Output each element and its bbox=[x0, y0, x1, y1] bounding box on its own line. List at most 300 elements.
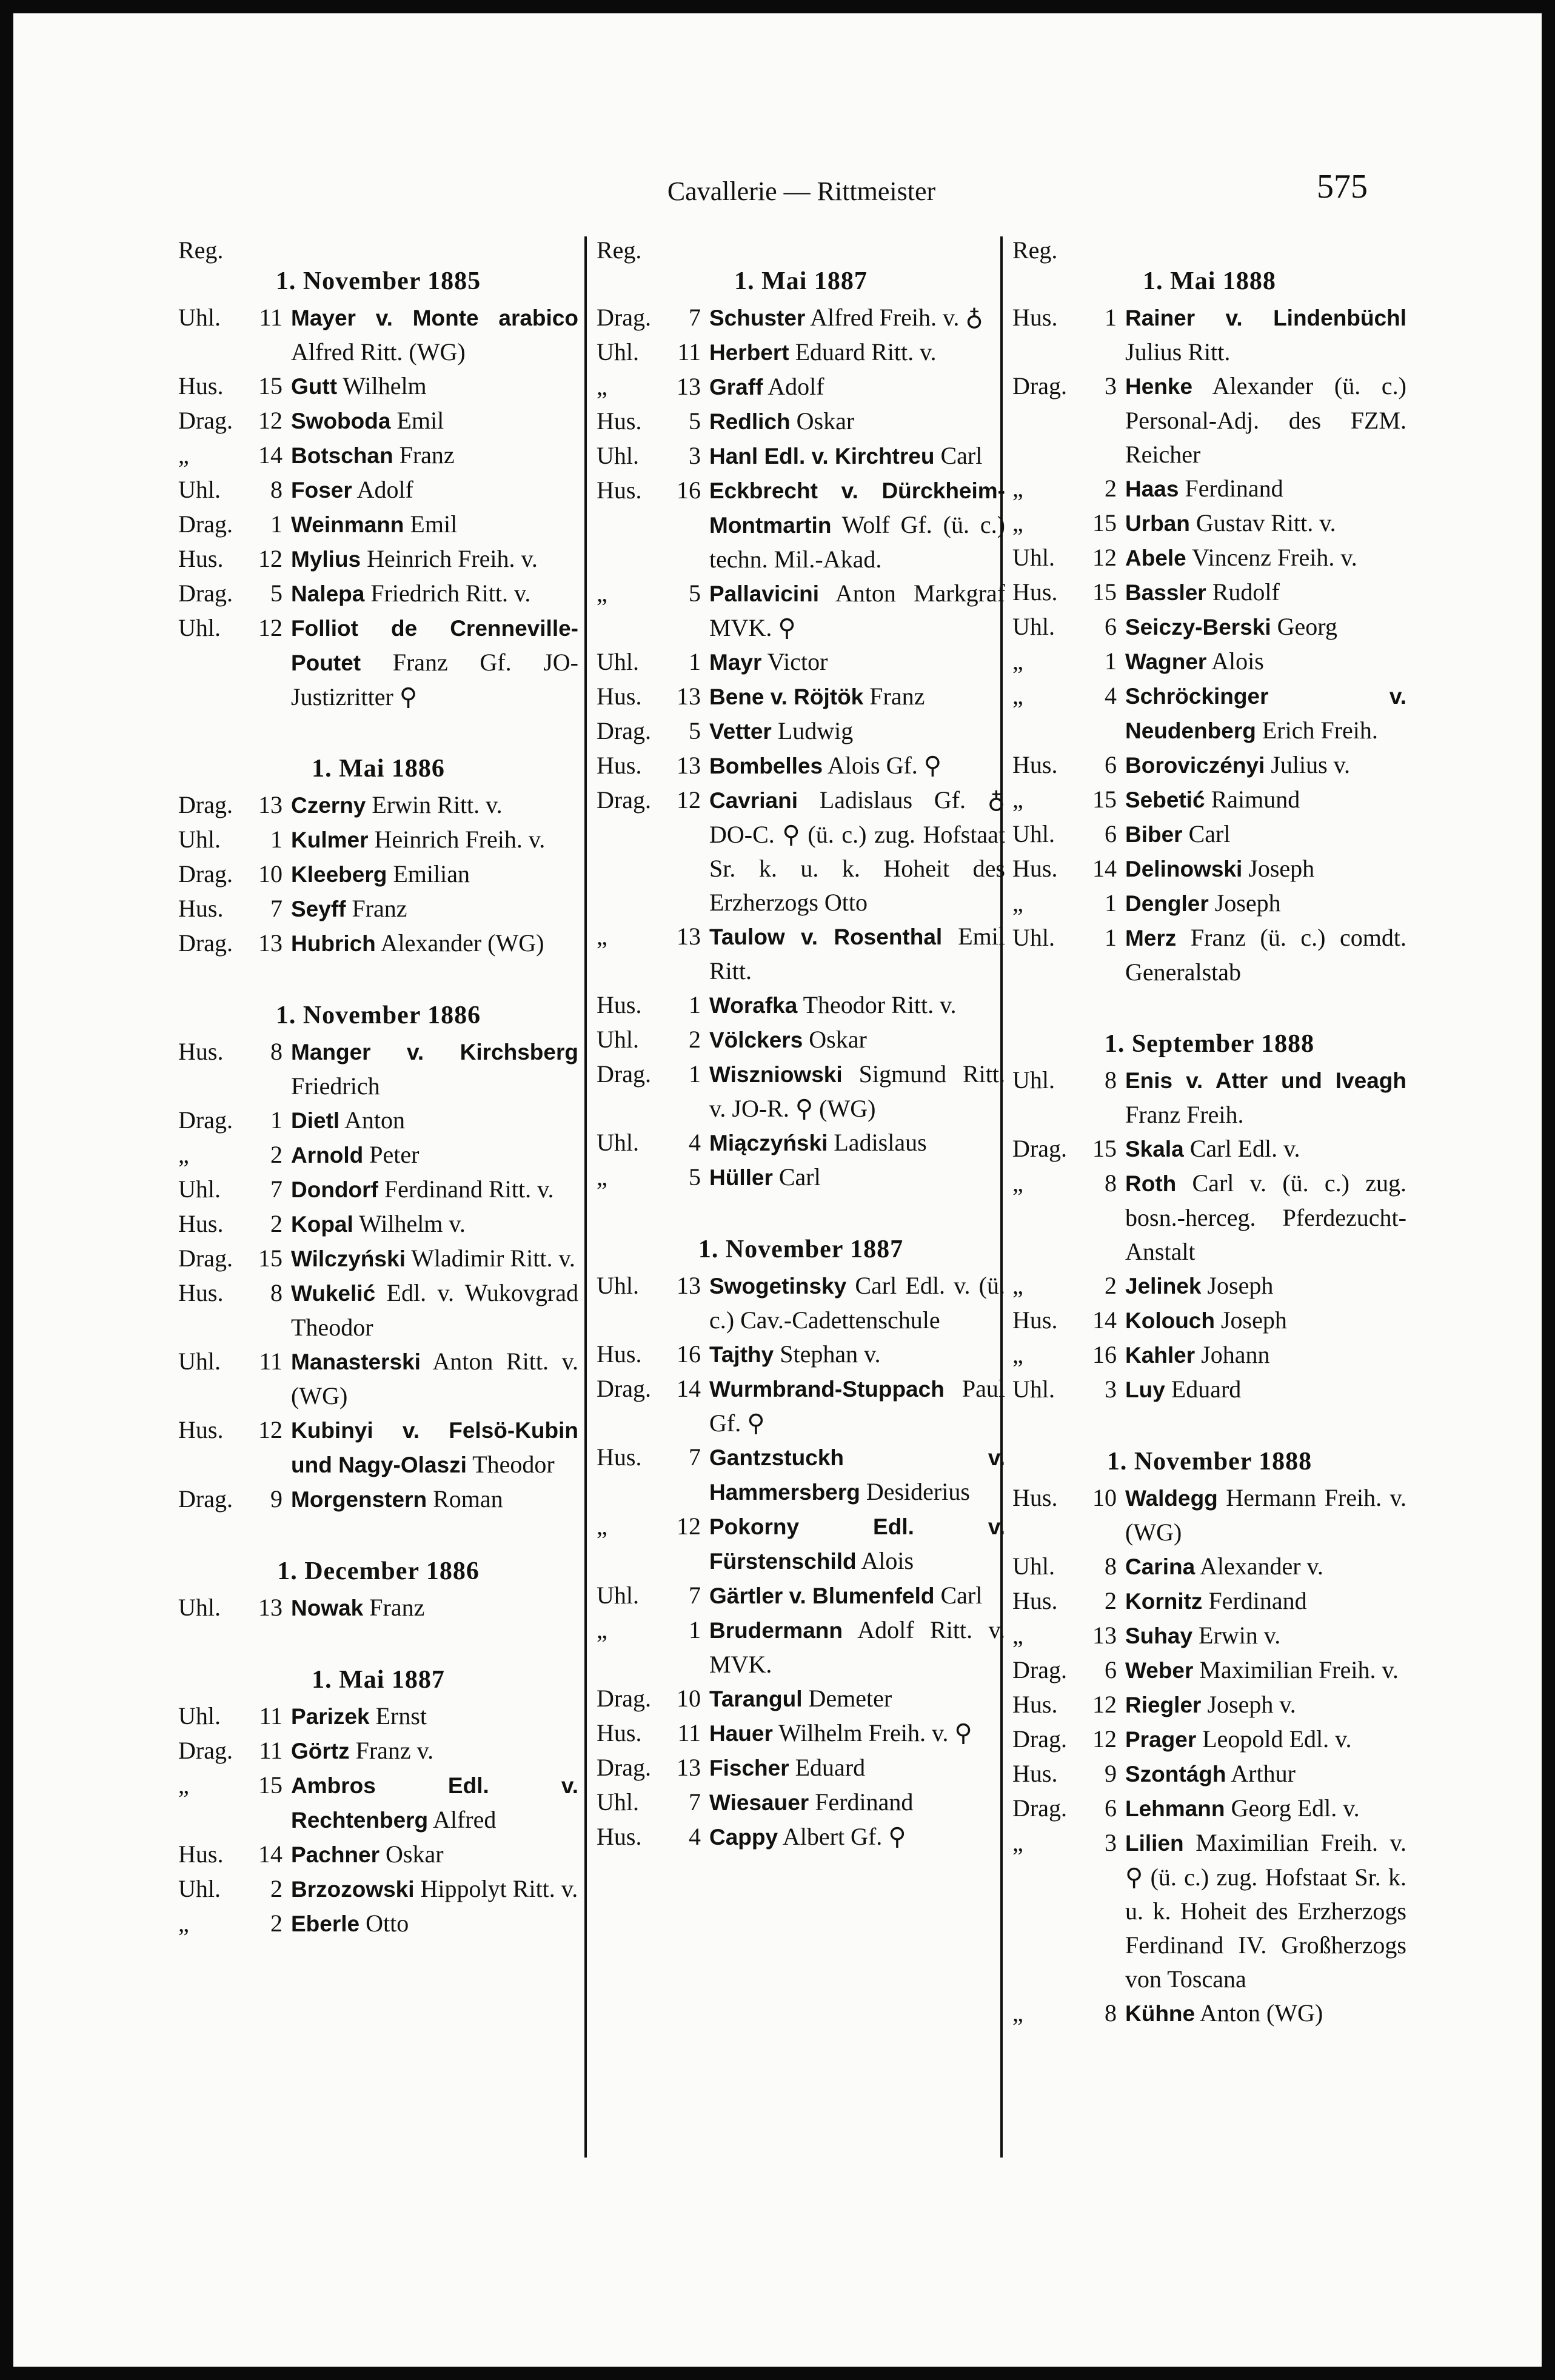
officer-surname: Kulmer bbox=[291, 827, 369, 852]
officer-entry bbox=[597, 1023, 1005, 1057]
regiment-number: 2 bbox=[1105, 1587, 1117, 1614]
officer-entry bbox=[597, 1440, 1005, 1509]
section-date-heading: 1. Mai 1886 bbox=[312, 755, 445, 783]
regiment-number: 13 bbox=[258, 791, 283, 818]
officer-name bbox=[1125, 1063, 1406, 1132]
officer-details: Eduard Ritt. v. bbox=[789, 338, 937, 366]
officer-details: Maximilian Freih. v. ⚲ (ü. c.) zug. Hofstaat Sr. k. u. k. Hoheit des Erzherzogs Ferdinand IV. Großherzogs von Toscana bbox=[1125, 1829, 1406, 1993]
officer-surname: Pallavicini bbox=[709, 581, 819, 606]
regiment-type: Hus. bbox=[178, 1840, 224, 1868]
officer-entry bbox=[597, 1613, 1005, 1682]
officer-name bbox=[1125, 541, 1406, 575]
regiment-type: „ bbox=[1012, 1999, 1023, 2027]
officer-details: Carl v. (ü. c.) zug. bosn.-herceg. Pferdezucht-Anstalt bbox=[1125, 1169, 1406, 1265]
regiment-type: Drag. bbox=[597, 304, 651, 331]
officer-name bbox=[291, 542, 578, 577]
regiment-number: 3 bbox=[1105, 1376, 1117, 1403]
regiment-type: Drag. bbox=[178, 407, 233, 434]
regiment-number: 14 bbox=[1092, 855, 1117, 882]
regiment-type: Uhl. bbox=[178, 1875, 221, 1902]
officer-entry bbox=[1012, 369, 1406, 472]
officer-entry bbox=[178, 1172, 578, 1207]
officer-surname: Luy bbox=[1125, 1377, 1165, 1402]
regiment-number: 13 bbox=[677, 683, 701, 710]
regiment-number: 3 bbox=[1105, 1829, 1117, 1856]
officer-name bbox=[709, 301, 1005, 335]
regiment-number: 7 bbox=[270, 1175, 283, 1203]
regiment-number: 6 bbox=[1105, 820, 1117, 847]
regiment-number: 12 bbox=[677, 786, 701, 814]
officer-name bbox=[1125, 1269, 1406, 1303]
officer-surname: Prager bbox=[1125, 1727, 1197, 1752]
officer-entry bbox=[1012, 1619, 1406, 1653]
officer-surname: Seyff bbox=[291, 897, 346, 921]
officer-details: Wilhelm bbox=[337, 372, 427, 399]
officer-entry bbox=[178, 404, 578, 438]
regiment-type: „ bbox=[1012, 1272, 1023, 1299]
officer-name bbox=[709, 1509, 1005, 1579]
officer-entry bbox=[597, 680, 1005, 714]
officer-details: Oskar bbox=[380, 1840, 444, 1868]
regiment-number: 12 bbox=[258, 614, 283, 641]
regiment-type: Drag. bbox=[1012, 1725, 1067, 1753]
officer-name bbox=[1125, 1826, 1406, 1996]
regiment-type: Uhl. bbox=[1012, 544, 1055, 571]
regiment-type: „ bbox=[1012, 889, 1023, 917]
officer-surname: Arnold bbox=[291, 1143, 364, 1168]
officer-name bbox=[291, 1734, 578, 1768]
officer-surname: Cavriani bbox=[709, 788, 798, 813]
reg-label: Reg. bbox=[597, 236, 642, 264]
regiment-type: Drag. bbox=[1012, 372, 1067, 399]
officer-surname: Nowak bbox=[291, 1596, 364, 1620]
regiment-type: Drag. bbox=[178, 791, 233, 818]
officer-details: Adolf bbox=[763, 373, 824, 400]
officer-surname: Kahler bbox=[1125, 1343, 1196, 1368]
officer-details: Alfred Freih. v. ♁ bbox=[805, 304, 983, 331]
regiment-type: Hus. bbox=[597, 1340, 642, 1368]
officer-entry bbox=[597, 439, 1005, 473]
officer-entry bbox=[597, 1820, 1005, 1854]
regiment-number: 5 bbox=[689, 717, 701, 744]
regiment-type: Drag. bbox=[178, 1106, 233, 1134]
officer-entry bbox=[178, 1837, 578, 1872]
officer-details: Erwin Ritt. v. bbox=[366, 791, 503, 818]
officer-details: Carl Edl. v. bbox=[1183, 1135, 1300, 1162]
regiment-type: Drag. bbox=[178, 1737, 233, 1764]
officer-name bbox=[709, 439, 1005, 473]
regiment-number: 6 bbox=[1105, 1794, 1117, 1822]
regiment-number: 7 bbox=[689, 304, 701, 331]
officer-details: Hippolyt Ritt. v. bbox=[414, 1875, 578, 1902]
officer-entry bbox=[1012, 1303, 1406, 1338]
officer-details: Franz bbox=[393, 441, 455, 469]
regiment-type: Uhl. bbox=[597, 1272, 639, 1299]
officer-name bbox=[709, 1126, 1005, 1160]
regiment-type: Hus. bbox=[1012, 1760, 1058, 1787]
officer-entry bbox=[1012, 610, 1406, 644]
officer-entry bbox=[178, 1768, 578, 1837]
regiment-number: 15 bbox=[258, 372, 283, 399]
officer-details: Carl bbox=[772, 1163, 821, 1191]
officer-entry bbox=[1012, 1688, 1406, 1722]
officer-details: Franz bbox=[363, 1594, 425, 1621]
officer-name bbox=[291, 857, 578, 892]
officer-name bbox=[1125, 1338, 1406, 1372]
officer-entry bbox=[178, 1699, 578, 1734]
regiment-number: 13 bbox=[677, 1272, 701, 1299]
officer-entry bbox=[597, 1269, 1005, 1337]
regiment-type: Hus. bbox=[597, 1443, 642, 1471]
regiment-type: Hus. bbox=[1012, 1306, 1058, 1334]
officer-surname: Czerny bbox=[291, 793, 366, 818]
officer-entry bbox=[1012, 783, 1406, 817]
officer-entry bbox=[178, 823, 578, 857]
officer-name bbox=[709, 1613, 1005, 1682]
page-number: 575 bbox=[1317, 168, 1368, 206]
officer-surname: Völckers bbox=[709, 1028, 803, 1052]
regiment-number: 1 bbox=[1105, 304, 1117, 331]
regiment-number: 6 bbox=[1105, 1656, 1117, 1683]
regiment-type: „ bbox=[178, 1771, 189, 1799]
officer-name bbox=[1125, 852, 1406, 886]
regiment-type: „ bbox=[1012, 1829, 1023, 1856]
regiment-type: Drag. bbox=[597, 717, 651, 744]
officer-details: Ferdinand bbox=[1202, 1587, 1307, 1614]
officer-surname: Carina bbox=[1125, 1554, 1196, 1579]
officer-entry bbox=[1012, 472, 1406, 506]
officer-surname: Mayr bbox=[709, 650, 762, 675]
section-date-heading: 1. December 1886 bbox=[277, 1557, 480, 1585]
regiment-type: Drag. bbox=[597, 1375, 651, 1402]
officer-details: Stephan v. bbox=[774, 1340, 881, 1368]
regiment-type: Uhl. bbox=[178, 1348, 221, 1375]
regiment-number: 8 bbox=[1105, 1553, 1117, 1580]
officer-surname: Rainer v. Lindenbüchl bbox=[1125, 306, 1406, 330]
officer-name bbox=[709, 645, 1005, 680]
officer-name bbox=[709, 1785, 1005, 1820]
officer-details: Franz Gf. JO-Justizritter ⚲ bbox=[291, 649, 578, 710]
regiment-number: 5 bbox=[689, 407, 701, 435]
officer-surname: Bombelles bbox=[709, 754, 823, 778]
regiment-number: 16 bbox=[677, 1340, 701, 1368]
regiment-type: Uhl. bbox=[1012, 924, 1055, 951]
section-gap bbox=[178, 720, 578, 752]
regiment-number: 8 bbox=[270, 1038, 283, 1065]
officer-entry bbox=[178, 1872, 578, 1907]
regiment-type: „ bbox=[597, 580, 607, 607]
section-date-heading: 1. Mai 1887 bbox=[734, 267, 868, 295]
officer-details: Franz (ü. c.) comdt. Generalstab bbox=[1125, 924, 1406, 986]
officer-name bbox=[1125, 748, 1406, 783]
regiment-type: Uhl. bbox=[597, 1026, 639, 1053]
officer-name bbox=[291, 438, 578, 473]
officer-entry bbox=[178, 1734, 578, 1768]
officer-name bbox=[1125, 1372, 1406, 1407]
officer-surname: Bassler bbox=[1125, 580, 1206, 605]
section-gap bbox=[597, 1201, 1005, 1232]
officer-entry bbox=[178, 1413, 578, 1482]
officer-details: Erwin v. bbox=[1192, 1622, 1281, 1649]
regiment-type: „ bbox=[597, 1513, 607, 1540]
officer-surname: Roth bbox=[1125, 1171, 1177, 1196]
officer-surname: Sebetić bbox=[1125, 787, 1205, 812]
officer-entry bbox=[178, 1242, 578, 1276]
officer-entry bbox=[178, 1482, 578, 1517]
officer-entry bbox=[597, 920, 1005, 988]
officer-entry bbox=[597, 783, 1005, 920]
regiment-type: Hus. bbox=[1012, 751, 1058, 778]
officer-entry bbox=[1012, 1132, 1406, 1166]
officer-details: Rudolf bbox=[1206, 578, 1280, 606]
promotion-section bbox=[1012, 1445, 1406, 2031]
regiment-type: „ bbox=[597, 1163, 607, 1191]
officer-entry bbox=[1012, 817, 1406, 852]
officer-name bbox=[291, 926, 578, 961]
officer-name bbox=[291, 473, 578, 507]
officer-name bbox=[291, 823, 578, 857]
officer-surname: Eberle bbox=[291, 1911, 360, 1936]
officer-name bbox=[1125, 1757, 1406, 1791]
officer-entry bbox=[597, 749, 1005, 783]
section-date-heading: 1. November 1887 bbox=[698, 1235, 904, 1263]
regiment-number: 11 bbox=[259, 1737, 283, 1764]
regiment-number: 5 bbox=[689, 580, 701, 607]
regiment-number: 2 bbox=[689, 1026, 701, 1053]
officer-entry bbox=[597, 1509, 1005, 1579]
regiment-number: 5 bbox=[270, 580, 283, 607]
regiment-type: „ bbox=[1012, 1341, 1023, 1368]
promotion-section bbox=[178, 1663, 578, 1941]
regiment-number: 12 bbox=[677, 1513, 701, 1540]
regiment-type: Hus. bbox=[597, 407, 642, 435]
reg-label: Reg. bbox=[178, 236, 224, 264]
regiment-number: 1 bbox=[689, 991, 701, 1018]
officer-name bbox=[291, 1907, 578, 1941]
regiment-number: 9 bbox=[1105, 1760, 1117, 1787]
regiment-type: Hus. bbox=[1012, 855, 1058, 882]
regiment-number: 5 bbox=[689, 1163, 701, 1191]
regiment-type: Uhl. bbox=[178, 614, 221, 641]
officer-name bbox=[291, 1872, 578, 1907]
officer-name bbox=[1125, 1549, 1406, 1584]
officer-details: Raimund bbox=[1205, 786, 1300, 813]
regiment-number: 3 bbox=[689, 442, 701, 469]
officer-entry bbox=[597, 404, 1005, 439]
officer-details: Edl. v. Wukovgrad Theodor bbox=[291, 1279, 578, 1341]
officer-name bbox=[291, 1035, 578, 1103]
regiment-number: 12 bbox=[1092, 544, 1117, 571]
officer-details: Eduard bbox=[1165, 1376, 1242, 1403]
regiment-number: 8 bbox=[270, 1279, 283, 1306]
regiment-type: Hus. bbox=[597, 1719, 642, 1747]
regiment-number: 12 bbox=[258, 545, 283, 572]
regiment-number: 11 bbox=[259, 1702, 283, 1730]
officer-details: Friedrich Ritt. v. bbox=[364, 580, 531, 607]
regiment-number: 4 bbox=[689, 1129, 701, 1156]
regiment-type: Drag. bbox=[178, 929, 233, 957]
officer-surname: Urban bbox=[1125, 511, 1190, 536]
officer-entry bbox=[178, 1138, 578, 1172]
officer-details: Georg Edl. v. bbox=[1225, 1794, 1360, 1822]
officer-surname: Worafka bbox=[709, 993, 798, 1018]
officer-name bbox=[291, 577, 578, 611]
officer-surname: Wiszniowski bbox=[709, 1062, 843, 1087]
officer-surname: Szontágh bbox=[1125, 1762, 1226, 1787]
regiment-number: 8 bbox=[1105, 1999, 1117, 2027]
officer-details: Carl bbox=[934, 1582, 983, 1609]
regiment-type: Uhl. bbox=[597, 648, 639, 675]
officer-entry bbox=[1012, 852, 1406, 886]
officer-entry bbox=[1012, 886, 1406, 921]
officer-details: Theodor bbox=[466, 1451, 555, 1478]
column-1 bbox=[178, 236, 578, 2158]
regiment-number: 2 bbox=[1105, 475, 1117, 502]
officer-name bbox=[1125, 1584, 1406, 1619]
officer-name bbox=[291, 1207, 578, 1242]
officer-surname: Foser bbox=[291, 478, 352, 503]
officer-entry bbox=[597, 577, 1005, 645]
regiment-type: Uhl. bbox=[597, 1129, 639, 1156]
officer-name bbox=[1125, 817, 1406, 852]
officer-details: Emil Ritt. bbox=[709, 923, 1005, 984]
regiment-type: Uhl. bbox=[597, 1582, 639, 1609]
officer-entry bbox=[178, 788, 578, 823]
regiment-number: 11 bbox=[259, 1348, 283, 1375]
officer-name bbox=[709, 473, 1005, 577]
running-head: Cavallerie — Rittmeister bbox=[667, 176, 936, 206]
officer-surname: Morgenstern bbox=[291, 1487, 427, 1512]
officer-surname: Riegler bbox=[1125, 1693, 1202, 1717]
officer-entry bbox=[1012, 1166, 1406, 1269]
officer-details: Demeter bbox=[802, 1685, 892, 1712]
regiment-number: 2 bbox=[270, 1141, 283, 1168]
officer-name bbox=[709, 1057, 1005, 1126]
regiment-type: Uhl. bbox=[178, 1594, 221, 1621]
officer-name bbox=[709, 1269, 1005, 1337]
officer-surname: Kopal bbox=[291, 1212, 353, 1237]
officer-details: Emil bbox=[404, 510, 458, 538]
regiment-number: 4 bbox=[689, 1823, 701, 1850]
officer-details: Sigmund Ritt. v. JO-R. ⚲ (WG) bbox=[709, 1060, 1005, 1122]
officer-name bbox=[1125, 1996, 1406, 2031]
officer-entry bbox=[1012, 679, 1406, 748]
officer-details: Roman bbox=[427, 1485, 503, 1513]
regiment-number: 1 bbox=[1105, 647, 1117, 675]
regiment-type: „ bbox=[178, 1141, 189, 1168]
section-date-heading: 1. November 1885 bbox=[275, 267, 481, 295]
officer-surname: Kubinyi v. Felsö-Kubin und Nagy-Olaszi bbox=[291, 1418, 578, 1477]
officer-name bbox=[291, 404, 578, 438]
regiment-number: 11 bbox=[677, 338, 701, 366]
officer-details: Heinrich Freih. v. bbox=[368, 826, 546, 853]
officer-entry bbox=[178, 577, 578, 611]
officer-details: Anton Ritt. v. (WG) bbox=[291, 1348, 578, 1409]
officer-details: Ludwig bbox=[771, 717, 854, 744]
regiment-type: Drag. bbox=[597, 1060, 651, 1088]
regiment-type: Drag. bbox=[1012, 1794, 1067, 1822]
regiment-type: „ bbox=[1012, 1169, 1023, 1197]
officer-name bbox=[1125, 644, 1406, 679]
regiment-type: Uhl. bbox=[1012, 1553, 1055, 1580]
officer-entry bbox=[597, 714, 1005, 749]
officer-details: Alexander (WG) bbox=[375, 929, 544, 957]
section-date-heading: 1. November 1888 bbox=[1106, 1448, 1313, 1476]
officer-surname: Wukelić bbox=[291, 1281, 376, 1306]
regiment-type: Hus. bbox=[597, 683, 642, 710]
officer-details: Wladimir Ritt. v. bbox=[405, 1245, 575, 1272]
officer-details: Adolf Ritt. v. MVK. bbox=[709, 1616, 1005, 1678]
regiment-number: 6 bbox=[1105, 613, 1117, 640]
officer-entry bbox=[1012, 301, 1406, 369]
regiment-number: 1 bbox=[270, 1106, 283, 1134]
officer-entry bbox=[178, 857, 578, 892]
officer-details: Julius v. bbox=[1265, 751, 1351, 778]
officer-details: Joseph v. bbox=[1201, 1691, 1296, 1718]
regiment-number: 13 bbox=[677, 1754, 701, 1781]
officer-surname: Schuster bbox=[709, 306, 806, 330]
officer-name bbox=[1125, 575, 1406, 610]
regiment-number: 6 bbox=[1105, 751, 1117, 778]
officer-entry bbox=[1012, 1722, 1406, 1757]
officer-details: Desiderius bbox=[860, 1478, 970, 1505]
officer-surname: Gutt bbox=[291, 374, 338, 399]
regiment-number: 1 bbox=[689, 1616, 701, 1643]
officer-entry bbox=[597, 1682, 1005, 1716]
regiment-type: Drag. bbox=[597, 1754, 651, 1781]
regiment-type: Hus. bbox=[178, 545, 224, 572]
officer-entry bbox=[1012, 748, 1406, 783]
section-gap bbox=[1012, 995, 1406, 1027]
officer-surname: Tarangul bbox=[709, 1686, 803, 1711]
officer-details: Wolf Gf. (ü. c.) techn. Mil.-Akad. bbox=[709, 511, 1005, 573]
officer-details: Paul Gf. ⚲ bbox=[709, 1375, 1005, 1437]
officer-details: Anton Markgraf MVK. ⚲ bbox=[709, 580, 1005, 641]
officer-details: Ernst bbox=[369, 1702, 427, 1730]
officer-surname: Redlich bbox=[709, 409, 791, 434]
regiment-type: „ bbox=[1012, 1622, 1023, 1649]
officer-name bbox=[291, 611, 578, 714]
officer-name bbox=[1125, 1132, 1406, 1166]
promotion-section bbox=[178, 1554, 578, 1625]
regiment-type: Uhl. bbox=[597, 442, 639, 469]
officer-name bbox=[709, 1751, 1005, 1785]
regiment-number: 8 bbox=[270, 476, 283, 503]
officer-surname: Herbert bbox=[709, 340, 789, 365]
regiment-number: 2 bbox=[1105, 1272, 1117, 1299]
officer-surname: Kornitz bbox=[1125, 1589, 1203, 1614]
officer-surname: Brudermann bbox=[709, 1618, 843, 1643]
officer-details: Alexander (ü. c.) Personal-Adj. des FZM. Reicher bbox=[1125, 372, 1406, 468]
officer-details: Leopold Edl. v. bbox=[1196, 1725, 1352, 1753]
regiment-type: Hus. bbox=[178, 1279, 224, 1306]
officer-name bbox=[291, 892, 578, 926]
officer-surname: Weber bbox=[1125, 1658, 1194, 1683]
officer-entry bbox=[1012, 1549, 1406, 1584]
officer-surname: Pachner bbox=[291, 1842, 380, 1867]
officer-details: Ferdinand bbox=[1179, 475, 1283, 502]
regiment-number: 15 bbox=[1092, 1135, 1117, 1162]
officer-surname: Nalepa bbox=[291, 581, 365, 606]
officer-name bbox=[709, 714, 1005, 749]
regiment-type: Uhl. bbox=[178, 1702, 221, 1730]
officer-surname: Parizek bbox=[291, 1704, 370, 1729]
officer-details: Friedrich bbox=[291, 1072, 380, 1100]
officer-entry bbox=[178, 1035, 578, 1103]
regiment-number: 12 bbox=[1092, 1725, 1117, 1753]
officer-details: Oskar bbox=[803, 1026, 867, 1053]
regiment-type: Hus. bbox=[178, 372, 224, 399]
